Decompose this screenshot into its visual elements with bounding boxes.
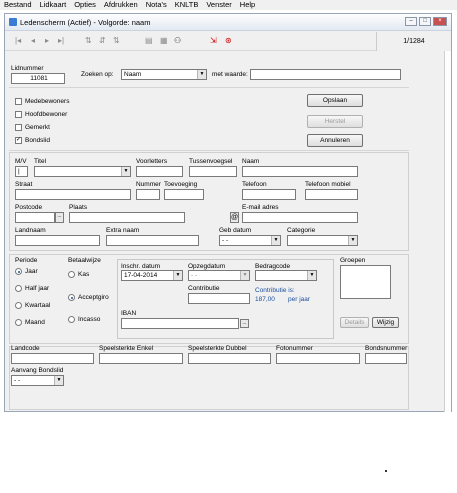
met-waarde-label: met waarde: — [212, 71, 248, 78]
hoofdbewoner-label: Hoofdbewoner — [25, 111, 68, 118]
inschr-datum-value: 17-04-2014 — [124, 272, 158, 279]
chevron-down-icon: ▼ — [121, 167, 130, 176]
details-button[interactable]: Details — [340, 317, 369, 328]
bondsnummer-field[interactable] — [365, 353, 407, 364]
menu-bestand[interactable]: Bestand — [4, 0, 32, 9]
divider — [9, 150, 409, 151]
speelsterkte-enkel-field[interactable] — [99, 353, 183, 364]
record-counter: 1/1284 — [376, 32, 451, 51]
zoeken-op-label: Zoeken op: — [81, 71, 114, 78]
telefoon-label: Telefoon — [242, 181, 267, 188]
betaalwijze-kas-radio[interactable] — [68, 271, 75, 278]
speelsterkte-enkel-label: Speelsterkte Enkel — [99, 345, 154, 352]
geb-datum-value: - - — [222, 237, 229, 244]
straat-field[interactable] — [15, 189, 131, 200]
lidnummer-field[interactable]: 11081 — [11, 73, 65, 84]
contributie-field[interactable] — [188, 293, 250, 304]
email-label: E-mail adres — [242, 204, 279, 211]
menu-afdrukken[interactable]: Afdrukken — [103, 0, 138, 9]
sort-desc-icon[interactable]: ⇅ — [113, 36, 120, 45]
periode-kwartaal-radio[interactable] — [15, 302, 22, 309]
inschr-datum-field[interactable] — [121, 270, 183, 281]
menu-notas[interactable]: Nota's — [145, 0, 167, 9]
tussenvoegsel-label: Tussenvoegsel — [189, 158, 233, 165]
binoculars-icon[interactable]: ⚇ — [174, 36, 182, 45]
opzegdatum-label: Opzegdatum — [188, 263, 226, 270]
zoeken-op-value: Naam — [124, 71, 142, 78]
wijzig-button[interactable]: Wijzig — [372, 317, 399, 328]
landcode-label: Landcode — [11, 345, 40, 352]
aanvang-bondslid-label: Aanvang Bondslid — [11, 367, 64, 374]
minimize-icon[interactable]: – — [405, 17, 417, 26]
periode-jaar-label: Jaar — [25, 268, 38, 275]
plaats-field[interactable] — [69, 212, 185, 223]
toolbar — [5, 32, 451, 51]
met-waarde-input[interactable] — [250, 69, 401, 80]
betaalwijze-acceptgiro-label: Acceptgiro — [78, 294, 109, 301]
inschr-datum-label: Inschr. datum — [121, 263, 161, 270]
postcode-lookup-button[interactable]: ... — [55, 212, 64, 223]
opzegdatum-field[interactable] — [188, 270, 250, 281]
aanvang-bondslid-value: - - — [14, 377, 21, 384]
chevron-down-icon: ▼ — [173, 271, 182, 280]
medebewoners-checkbox[interactable] — [15, 98, 22, 105]
naam-field[interactable] — [242, 166, 358, 177]
lidnummer-label: Lidnummer — [11, 65, 44, 72]
periode-label: Periode — [15, 257, 38, 264]
iban-field[interactable] — [121, 318, 239, 329]
email-field[interactable] — [242, 212, 358, 223]
menu-help[interactable]: Help — [239, 0, 256, 9]
nummer-field[interactable] — [136, 189, 160, 200]
menu-bar — [0, 0, 457, 10]
iban-lookup-button[interactable]: ... — [240, 319, 249, 328]
periode-halfjaar-label: Half jaar — [25, 285, 50, 292]
prev-record-icon[interactable]: ◂ — [31, 36, 36, 45]
geb-datum-label: Geb datum — [219, 227, 252, 234]
toevoeging-field[interactable] — [164, 189, 204, 200]
annuleren-button[interactable]: Annuleren — [307, 134, 363, 147]
hoofdbewoner-checkbox[interactable] — [15, 111, 22, 118]
betaalwijze-incasso-label: Incasso — [78, 316, 101, 323]
zoeken-op-select[interactable] — [121, 69, 207, 80]
titel-label: Titel — [34, 158, 47, 165]
tussenvoegsel-field[interactable] — [189, 166, 237, 177]
voorletters-label: Voorletters — [136, 158, 168, 165]
chevron-down-icon: ▼ — [348, 236, 357, 245]
periode-maand-label: Maand — [25, 319, 45, 326]
bedragcode-label: Bedragcode — [255, 263, 291, 270]
landnaam-field[interactable] — [15, 235, 100, 246]
speelsterkte-dubbel-field[interactable] — [188, 353, 271, 364]
groepen-label: Groepen — [340, 257, 366, 264]
mv-label: M/V — [15, 158, 27, 165]
postcode-field[interactable] — [15, 212, 55, 223]
close-icon[interactable]: × — [433, 17, 447, 26]
window-title: Ledenscherm (Actief) - Volgorde: naam — [20, 18, 151, 27]
stray-dot — [385, 470, 387, 472]
menu-venster[interactable]: Venster — [206, 0, 232, 9]
betaalwijze-incasso-radio[interactable] — [68, 316, 75, 323]
ledenscherm-window — [4, 13, 452, 412]
groepen-list[interactable] — [340, 265, 391, 299]
betaalwijze-acceptgiro-radio[interactable] — [68, 294, 75, 301]
calculator-icon[interactable]: ▤ — [145, 36, 153, 45]
chevron-down-icon: ▼ — [307, 271, 316, 280]
help-lifebuoy-icon[interactable]: ⊛ — [225, 36, 232, 45]
naam-label: Naam — [242, 158, 260, 165]
periode-halfjaar-radio[interactable] — [15, 285, 22, 292]
opslaan-button[interactable]: Opslaan — [307, 94, 363, 107]
contributie-bedrag: 187,00 — [255, 296, 275, 303]
opzegdatum-value: - - — [191, 272, 198, 279]
landnaam-label: Landnaam — [15, 227, 46, 234]
bondslid-label: Bondslid — [25, 137, 50, 144]
gemerkt-label: Gemerkt — [25, 124, 50, 131]
categorie-label: Categorie — [287, 227, 316, 234]
periode-kwartaal-label: Kwartaal — [25, 302, 51, 309]
bedragcode-select[interactable] — [255, 270, 317, 281]
chevron-down-icon: ▼ — [240, 271, 249, 280]
telefoon-mobiel-field[interactable] — [305, 189, 358, 200]
aanvang-bondslid-field[interactable] — [11, 375, 64, 386]
fotonummer-field[interactable] — [276, 353, 360, 364]
postcode-label: Postcode — [15, 204, 43, 211]
grid-icon[interactable]: ▦ — [160, 36, 168, 45]
per-jaar-label: per jaar — [288, 296, 311, 303]
vertical-scrollbar[interactable] — [444, 51, 451, 412]
betaalwijze-label: Betaalwijze — [68, 257, 101, 264]
categorie-select[interactable] — [287, 235, 358, 246]
email-at-icon[interactable]: @ — [231, 214, 239, 221]
telefoon-mobiel-label: Telefoon mobiel — [305, 181, 351, 188]
next-record-icon[interactable]: ▸ — [45, 36, 50, 45]
voorletters-field[interactable] — [136, 166, 183, 177]
sort-asc-icon[interactable]: ⇵ — [99, 36, 106, 45]
geb-datum-field[interactable] — [219, 235, 281, 246]
menu-knltb[interactable]: KNLTB — [174, 0, 199, 9]
titel-select[interactable] — [34, 166, 131, 177]
bondsnummer-label: Bondsnummer — [365, 345, 408, 352]
landcode-field[interactable] — [11, 353, 94, 364]
fotonummer-label: Fotonummer — [276, 345, 313, 352]
extra-naam-label: Extra naam — [106, 227, 140, 234]
betaalwijze-kas-label: Kas — [78, 271, 90, 278]
periode-jaar-radio[interactable] — [15, 268, 22, 275]
maximize-icon[interactable]: □ — [419, 17, 431, 26]
divider — [9, 87, 409, 88]
straat-label: Straat — [15, 181, 33, 188]
telefoon-field[interactable] — [242, 189, 296, 200]
medebewoners-label: Medebewoners — [25, 98, 70, 105]
chevron-down-icon: ▼ — [197, 70, 206, 79]
gemerkt-checkbox[interactable] — [15, 124, 22, 131]
iban-label: IBAN — [121, 310, 137, 317]
menu-lidkaart[interactable]: Lidkaart — [39, 0, 67, 9]
sort-icon[interactable]: ⇅ — [85, 36, 92, 45]
mv-field[interactable]: | — [15, 166, 28, 177]
speelsterkte-dubbel-label: Speelsterkte Dubbel — [188, 345, 247, 352]
nummer-label: Nummer — [136, 181, 161, 188]
periode-maand-radio[interactable] — [15, 319, 22, 326]
herstel-button[interactable]: Herstel — [307, 115, 363, 128]
plaats-label: Plaats — [69, 204, 88, 211]
contributie-label: Contributie — [188, 285, 220, 292]
contributie-is-label: Contributie is: — [255, 287, 295, 294]
chevron-down-icon: ▼ — [54, 376, 63, 385]
menu-opties[interactable]: Opties — [74, 0, 96, 9]
bondslid-checkbox[interactable]: ✓ — [16, 137, 22, 143]
last-record-icon[interactable]: ▸| — [58, 36, 65, 45]
toevoeging-label: Toevoeging — [164, 181, 198, 188]
window-icon — [9, 18, 17, 26]
extra-naam-field[interactable] — [106, 235, 199, 246]
chevron-down-icon: ▼ — [271, 236, 280, 245]
title-bar — [5, 14, 451, 31]
first-record-icon[interactable]: |◂ — [15, 36, 22, 45]
exit-door-icon[interactable]: ⇲ — [210, 36, 217, 45]
